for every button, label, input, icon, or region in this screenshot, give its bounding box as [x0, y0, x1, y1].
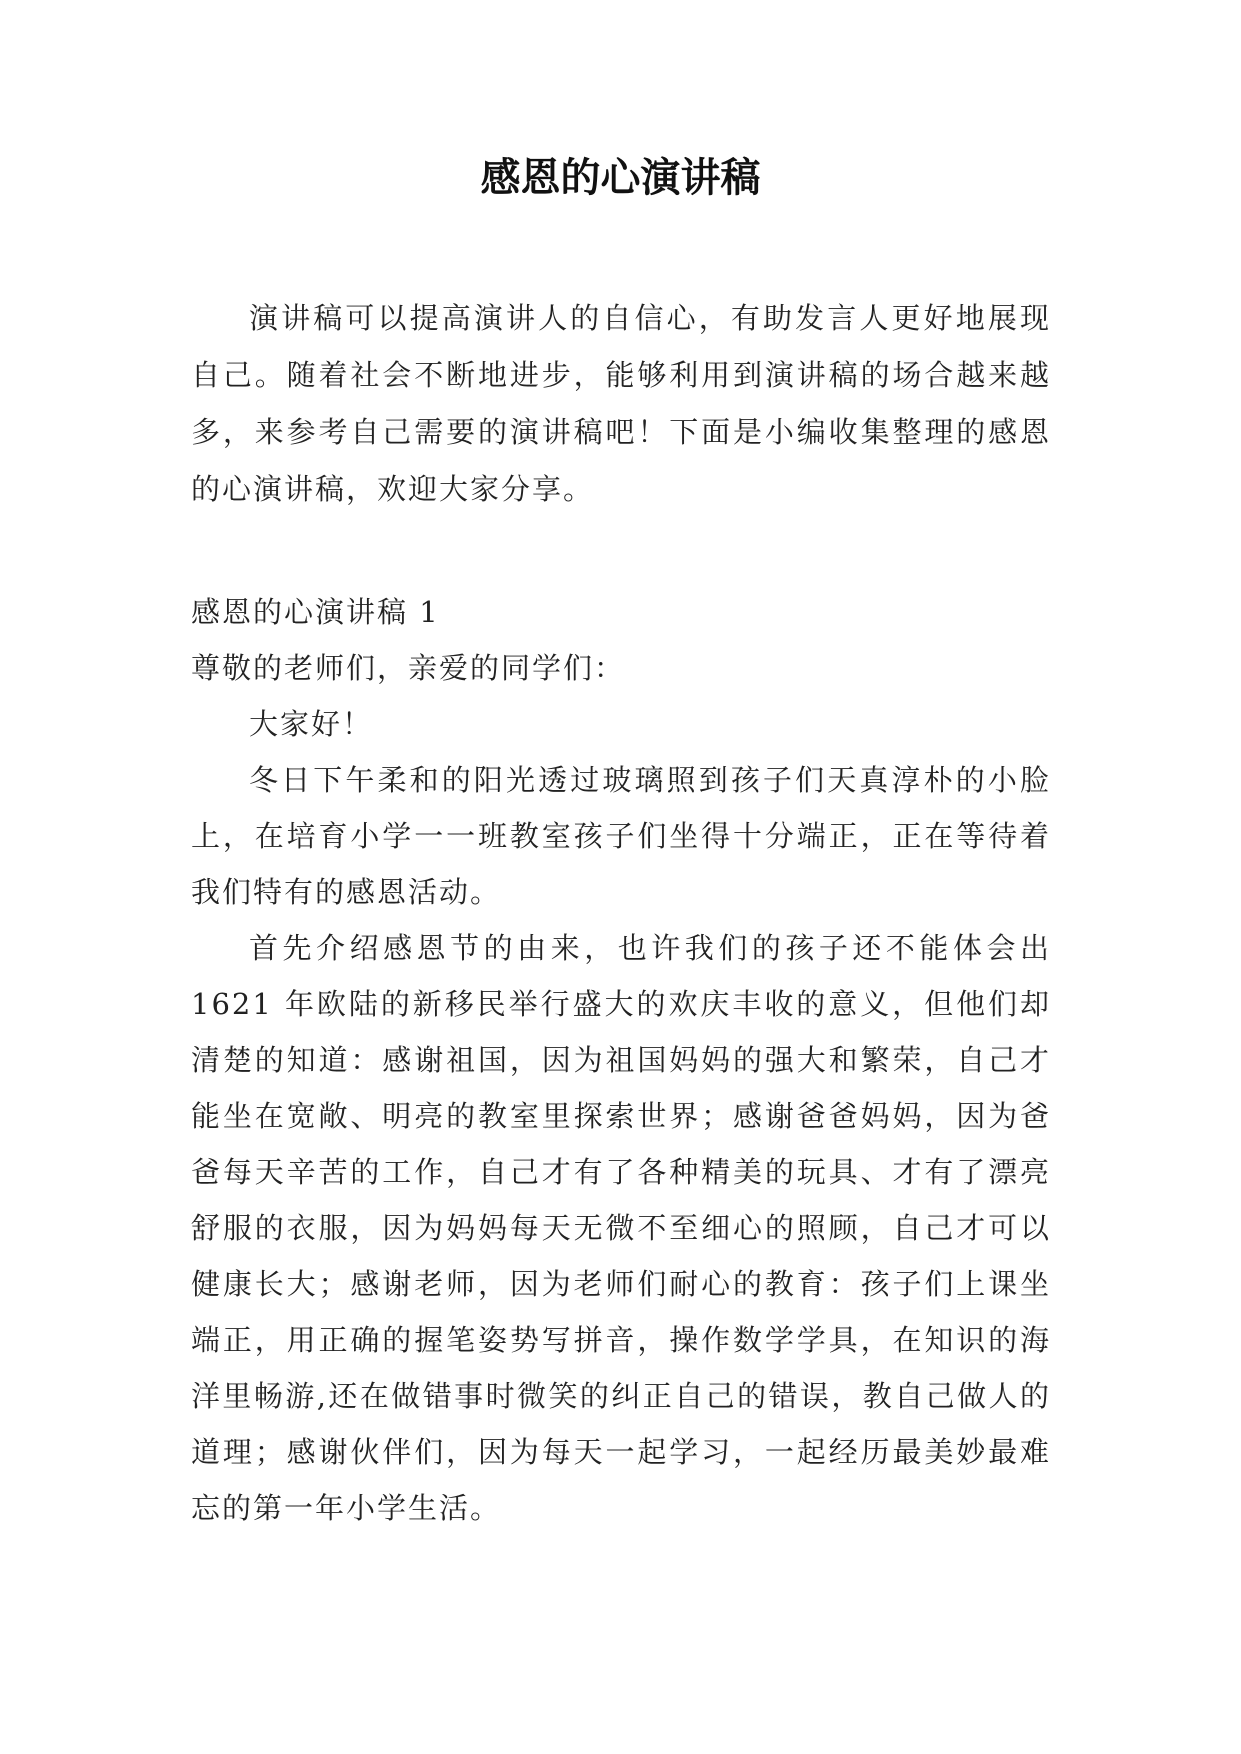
- greeting: 大家好！: [249, 707, 374, 741]
- section-heading: 感恩的心演讲稿 1: [191, 595, 440, 629]
- body-paragraph-2: 首先介绍感恩节的由来，也许我们的孩子还不能体会出 1621 年欧陆的新移民举行盛大的欢庆丰收的意义，但他们却清楚的知道：感谢祖国，因为祖国妈妈的强大和繁荣，自己才能坐在宽敞、明亮的教室里探索世界；感谢爸爸妈妈，因为爸爸每天辛苦的工作，自己才有了各种精美的玩具、才有了漂亮舒服的衣服，因为妈妈每天无微不至细心的照顾，自己才可以健康长大；感谢老师，因为老师们耐心的教育：孩子们上课坐端正，用正确的握笔姿势写拼音，操作数学学具，在知识的海洋里畅游,还在做错事时微笑的纠正自己的错误，教自己做人的道理；感谢伙伴们，因为每天一起学习，一起经历最美妙最难忘的第一年小学生活。: [191, 931, 1051, 1525]
- body-paragraph-1: 冬日下午柔和的阳光透过玻璃照到孩子们天真淳朴的小脸上，在培育小学一一班教室孩子们坐得十分端正，正在等待着我们特有的感恩活动。: [191, 763, 1051, 909]
- speech-section: [191, 584, 1051, 1536]
- intro-block: [191, 290, 1051, 518]
- intro-paragraph: 演讲稿可以提高演讲人的自信心，有助发言人更好地展现自己。随着社会不断地进步，能够利用到演讲稿的场合越来越多，来参考自己需要的演讲稿吧！下面是小编收集整理的感恩的心演讲稿，欢迎大家分享。: [191, 301, 1051, 506]
- salutation: 尊敬的老师们，亲爱的同学们：: [191, 651, 626, 685]
- document-title: 感恩的心演讲稿: [480, 155, 761, 201]
